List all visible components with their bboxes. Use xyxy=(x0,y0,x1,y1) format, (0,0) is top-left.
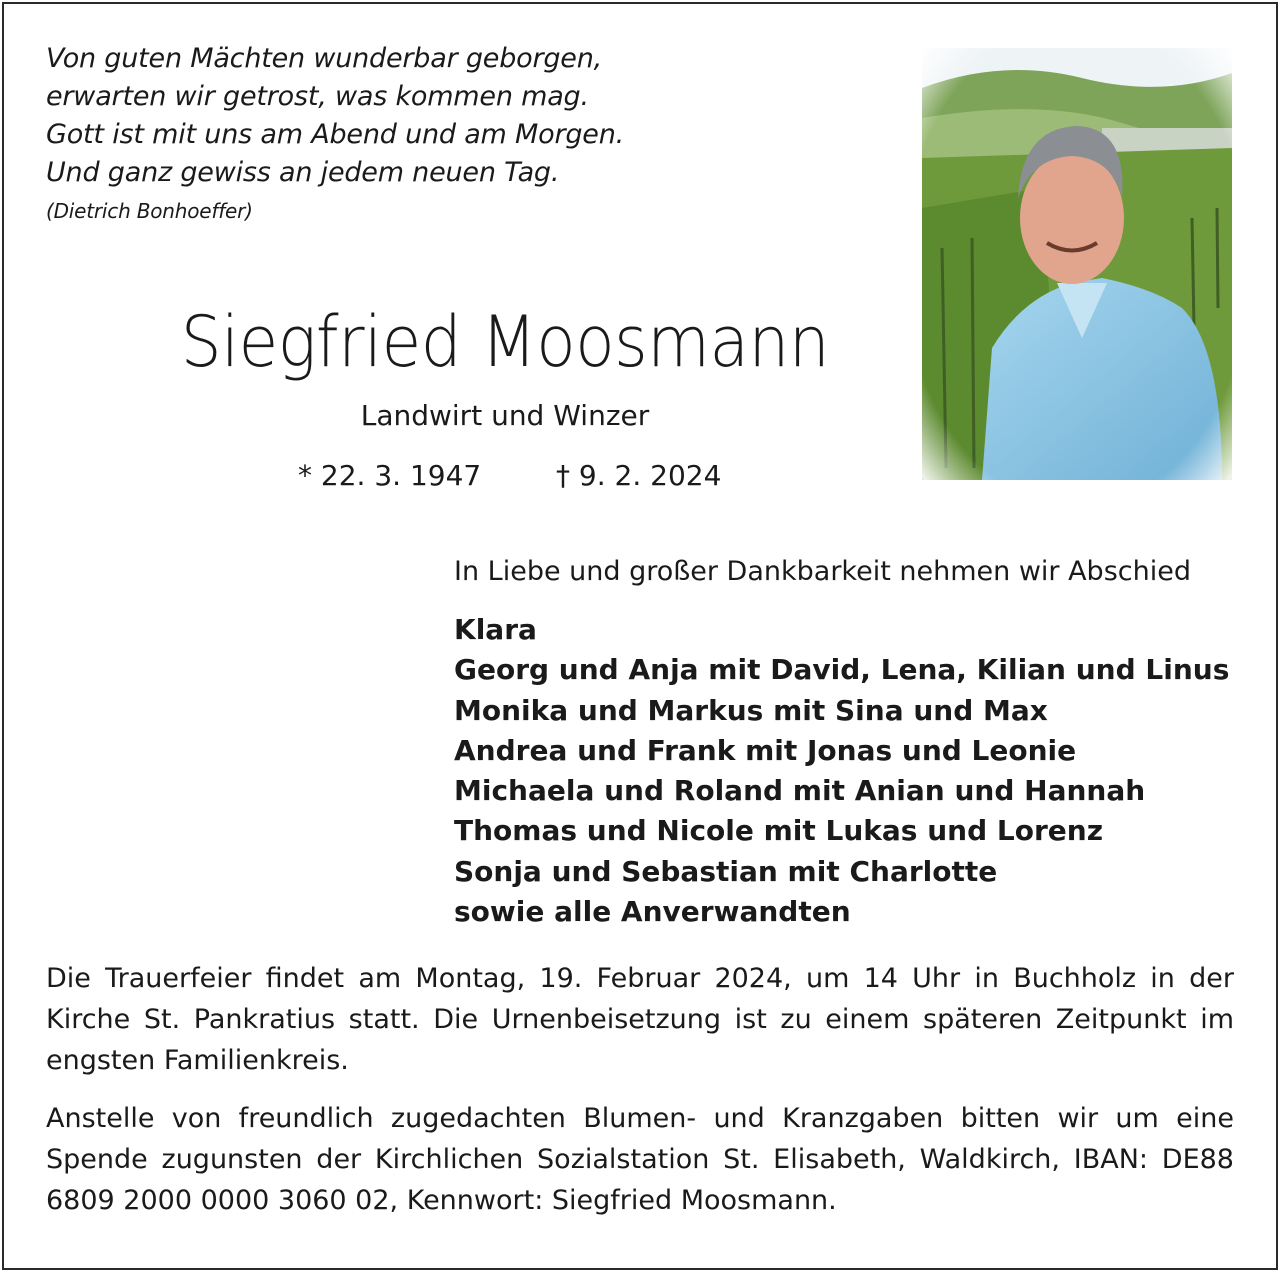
death-date: † 9. 2. 2024 xyxy=(556,459,722,492)
mourner-entry: Michaela und Roland mit Anian und Hannah xyxy=(454,774,1146,808)
mourner-entry: Sonja und Sebastian mit Charlotte xyxy=(454,854,998,888)
mourner-entry: Monika und Markus mit Sina und Max xyxy=(454,693,1048,727)
birth-date: * 22. 3. 1947 xyxy=(298,459,482,492)
mourner-entry: sowie alle Anverwandten xyxy=(454,895,851,929)
mourner-entry: Georg und Anja mit David, Lena, Kilian und Linus xyxy=(454,653,1230,687)
mourner-entry: Klara xyxy=(454,613,537,646)
poem-line: erwarten wir getrost, was kommen mag. xyxy=(46,81,589,112)
poem-line: Von guten Mächten wunderbar geborgen, xyxy=(46,43,603,74)
poem-line: Gott ist mit uns am Abend und am Morgen. xyxy=(46,119,624,150)
deceased-occupation: Landwirt und Winzer xyxy=(360,399,650,432)
donation-notice: Anstelle von freundlich zugedachten Blumen- und Kranzgaben bitten wir um eine Spende zugunsten der Kirchlichen Sozialstation St. Elisabeth, Waldkirch, IBAN: DE88 6809 2000 0000 3060 02, Kennwort: Siegfried Moosmann. xyxy=(46,1103,1234,1216)
mourners-list xyxy=(454,610,1229,932)
mourner-entry: Thomas und Nicole mit Lukas und Lorenz xyxy=(454,814,1103,848)
mourner-entry: Andrea und Frank mit Jonas und Leonie xyxy=(454,733,1077,767)
farewell-line: In Liebe und großer Dankbarkeit nehmen wir Abschied xyxy=(454,556,1191,587)
poem-line: Und ganz gewiss an jedem neuen Tag. xyxy=(46,157,560,188)
poem-block xyxy=(46,40,624,226)
funeral-notice: Die Trauerfeier findet am Montag, 19. Februar 2024, um 14 Uhr in Buchholz in der Kirche St. Pankratius statt. Die Urnenbeisetzung ist zu einem späteren Zeitpunkt im engsten Familienkreis. xyxy=(46,963,1234,1076)
poem-author: (Dietrich Bonhoeffer) xyxy=(46,199,253,223)
deceased-name: Siegfried Moosmann xyxy=(180,301,830,383)
